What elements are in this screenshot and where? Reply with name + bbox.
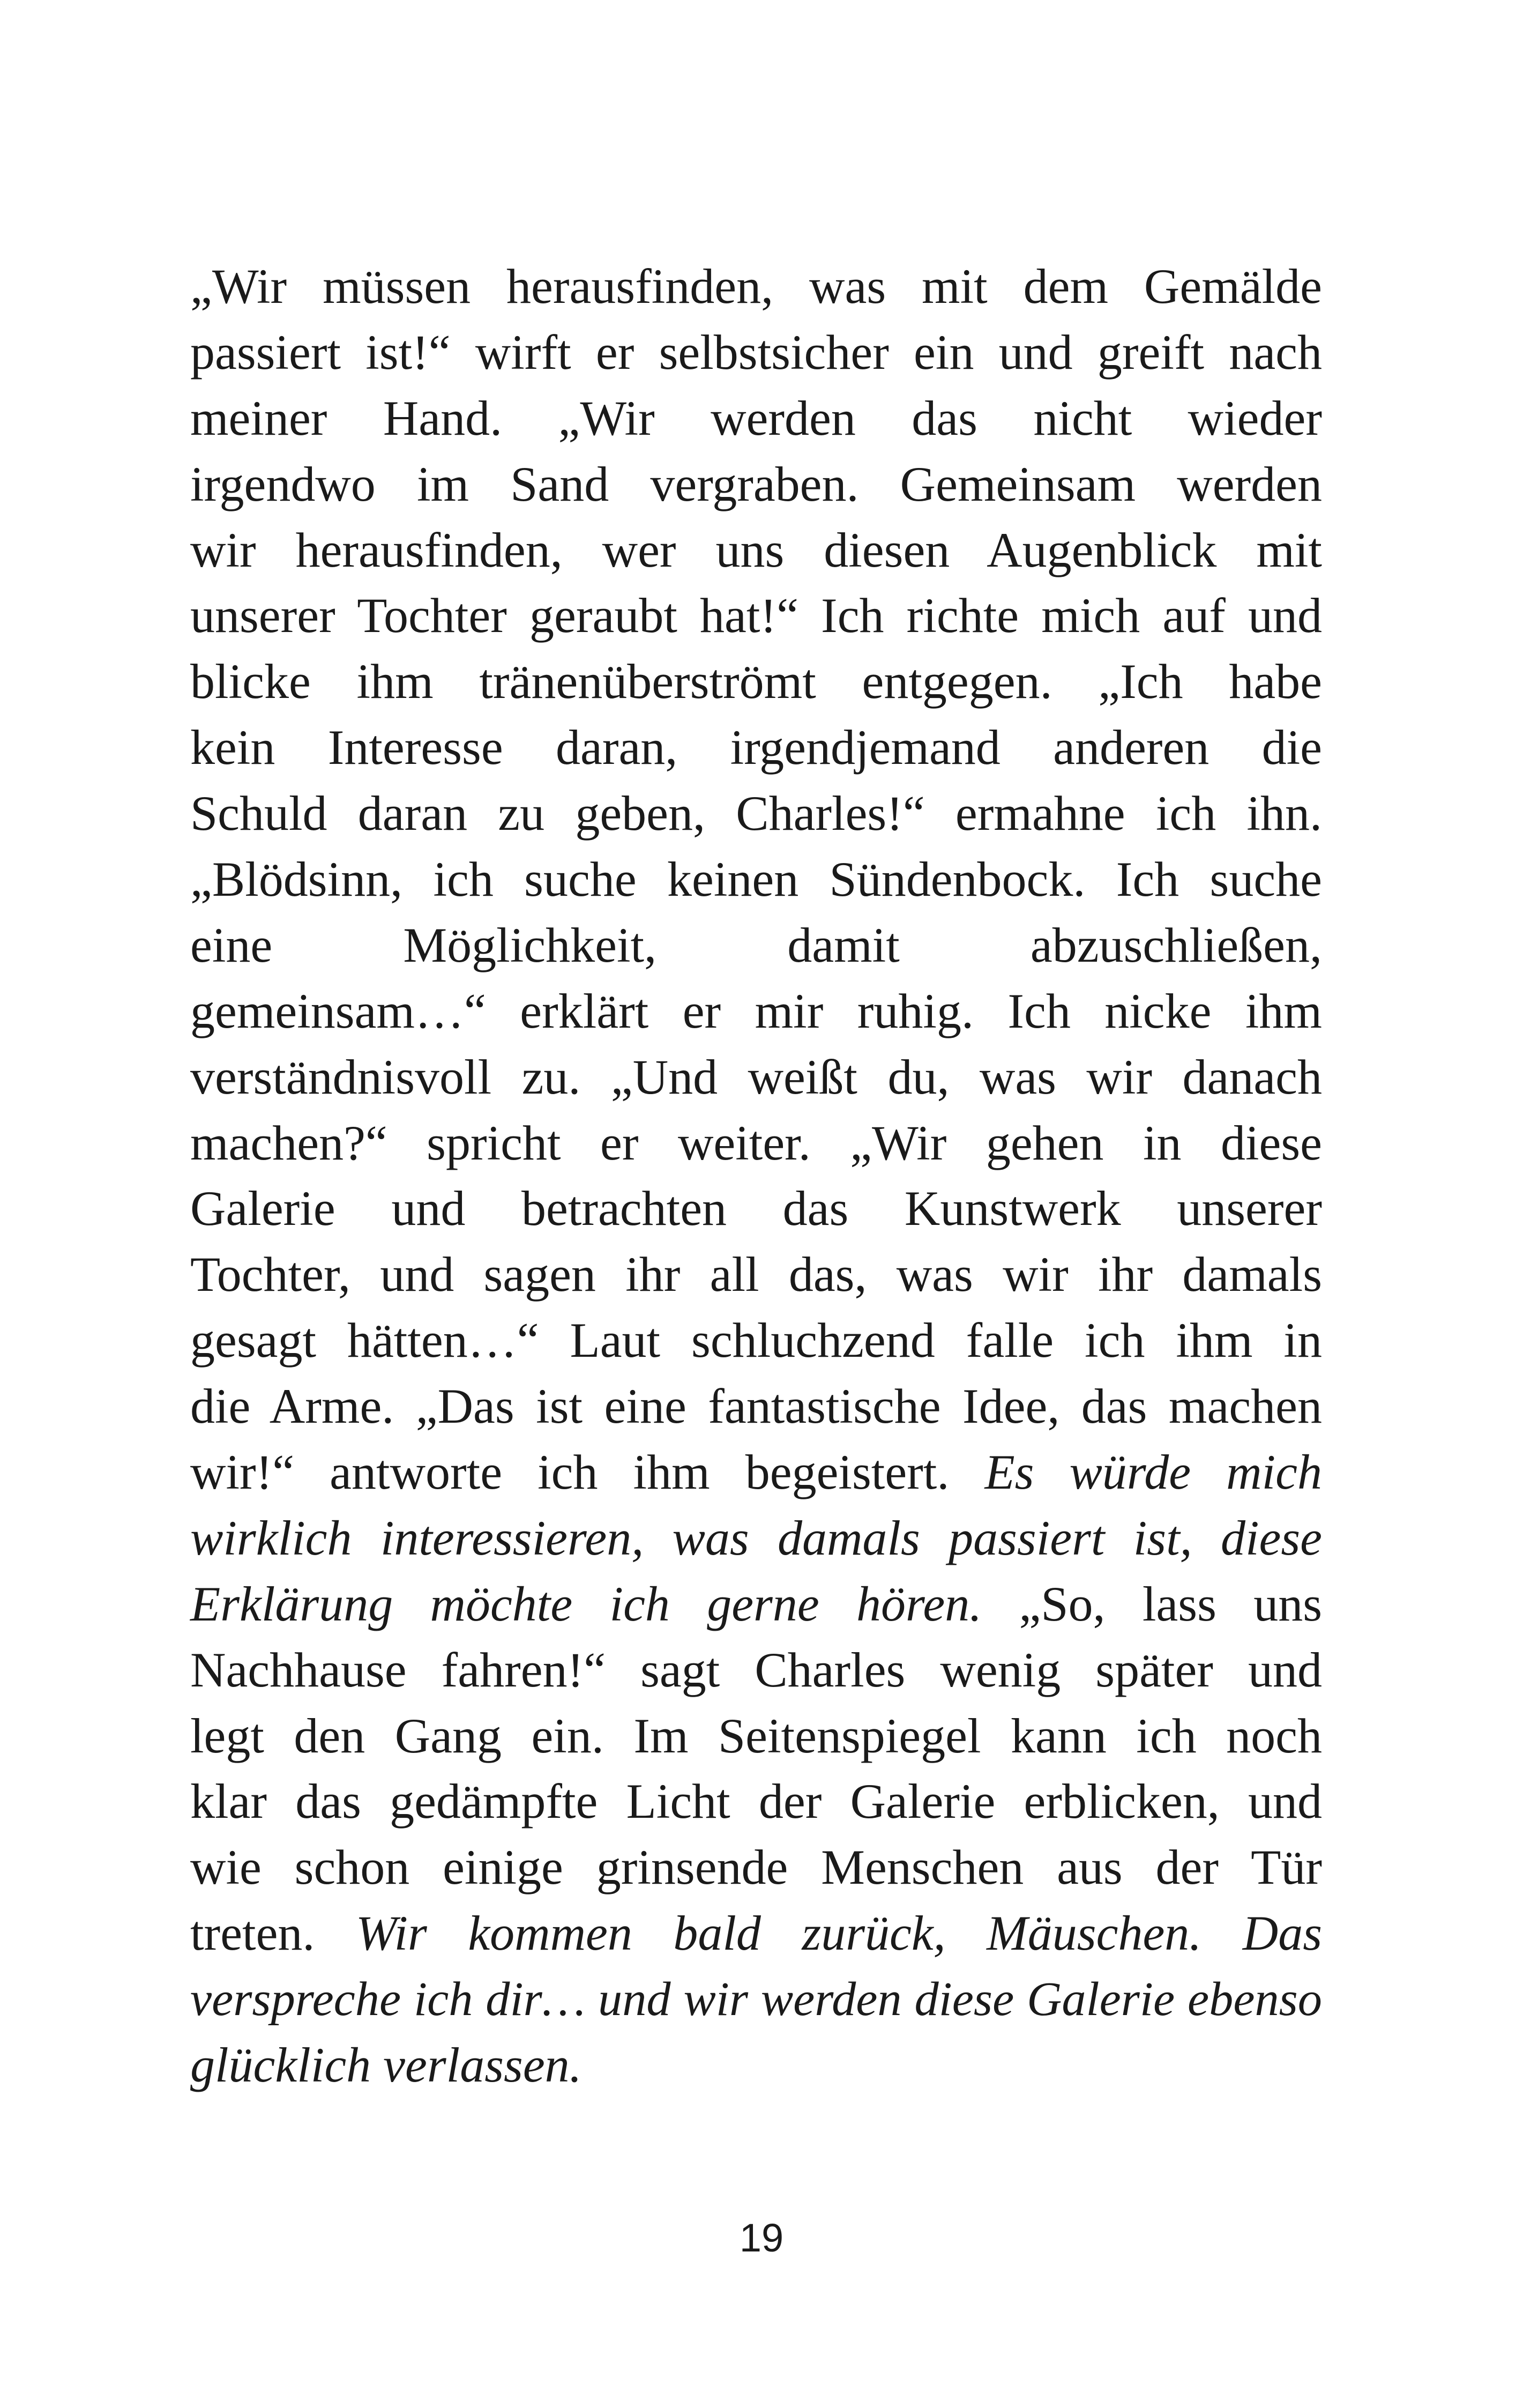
body-text — [190, 254, 1322, 2098]
italic-segment: glücklich verlassen. — [190, 2038, 582, 2093]
text-line — [190, 1834, 1322, 1900]
text-line — [190, 1571, 1322, 1637]
page-number: 19 — [739, 2216, 784, 2260]
italic-segment: Wir kommen bald zurück, Mäuschen. Das — [355, 1906, 1322, 1961]
text-line — [190, 451, 1322, 517]
text-segment: Schuld daran zu geben, Charles!“ ermahne ich ihn. — [190, 786, 1322, 841]
text-segment: „Blödsinn, ich suche keinen Sündenbock. Ich suche — [190, 852, 1322, 907]
text-line — [190, 649, 1322, 715]
text-segment: verständnisvoll zu. „Und weißt du, was wir danach — [190, 1049, 1322, 1104]
text-line — [190, 1900, 1322, 1966]
italic-segment: Es würde mich — [984, 1445, 1322, 1500]
text-line — [190, 1307, 1322, 1373]
text-segment: „So, lass uns — [982, 1576, 1322, 1631]
text-segment: treten. — [190, 1906, 356, 1961]
text-line — [190, 846, 1322, 912]
text-segment: legt den Gang ein. Im Seitenspiegel kann ich noch — [190, 1708, 1322, 1763]
text-line — [190, 319, 1322, 385]
text-segment: die Arme. „Das ist eine fantastische Idee, das machen — [190, 1379, 1322, 1434]
text-line — [190, 1966, 1322, 2032]
text-line — [190, 1439, 1322, 1505]
text-line — [190, 517, 1322, 583]
text-line — [190, 1637, 1322, 1703]
text-segment: wir herausfinden, wer uns diesen Augenblick mit — [190, 522, 1322, 577]
text-segment: gesagt hätten…“ Laut schluchzend falle ich ihm in — [190, 1313, 1322, 1368]
text-segment: wir!“ antworte ich ihm begeistert. — [190, 1445, 985, 1500]
text-segment: unserer Tochter geraubt hat!“ Ich richte mich auf und — [190, 588, 1322, 643]
text-line — [190, 385, 1322, 451]
text-line — [190, 254, 1322, 319]
text-line — [190, 1703, 1322, 1769]
text-line — [190, 1044, 1322, 1110]
italic-segment: Erklärung möchte ich gerne hören. — [190, 1576, 982, 1631]
text-segment: wie schon einige grinsende Menschen aus der Tür — [190, 1840, 1322, 1895]
text-line — [190, 1242, 1322, 1307]
text-line — [190, 1110, 1322, 1176]
text-line — [190, 1176, 1322, 1242]
text-line — [190, 912, 1322, 978]
text-segment: gemeinsam…“ erklärt er mir ruhig. Ich nicke ihm — [190, 983, 1322, 1038]
text-segment: eine Möglichkeit, damit abzuschließen, — [190, 917, 1322, 972]
italic-segment: wirklich interessieren, was damals passiert ist, diese — [190, 1510, 1322, 1565]
text-line — [190, 781, 1322, 846]
italic-segment: verspreche ich dir… und wir werden diese Galerie ebenso — [190, 1972, 1322, 2026]
text-line — [190, 715, 1322, 781]
text-line — [190, 583, 1322, 649]
text-segment: Nachhause fahren!“ sagt Charles wenig später und — [190, 1642, 1322, 1697]
text-line — [190, 1373, 1322, 1439]
text-segment: blicke ihm tränenüberströmt entgegen. „Ich habe — [190, 654, 1322, 709]
text-segment: klar das gedämpfte Licht der Galerie erblicken, und — [190, 1774, 1322, 1829]
text-segment: kein Interesse daran, irgendjemand anderen die — [190, 720, 1322, 775]
text-line — [190, 978, 1322, 1044]
text-segment: „Wir müssen herausfinden, was mit dem Gemälde — [190, 259, 1322, 314]
text-line — [190, 1768, 1322, 1834]
text-segment: passiert ist!“ wirft er selbstsicher ein und greift nach — [190, 324, 1322, 380]
text-segment: Tochter, und sagen ihr all das, was wir ihr damals — [190, 1247, 1322, 1302]
text-segment: Galerie und betrachten das Kunstwerk unserer — [190, 1181, 1322, 1236]
text-segment: irgendwo im Sand vergraben. Gemeinsam werden — [190, 456, 1322, 511]
text-segment: machen?“ spricht er weiter. „Wir gehen in diese — [190, 1115, 1322, 1170]
text-line — [190, 2032, 1322, 2098]
text-line — [190, 1505, 1322, 1571]
text-segment: meiner Hand. „Wir werden das nicht wieder — [190, 390, 1322, 445]
